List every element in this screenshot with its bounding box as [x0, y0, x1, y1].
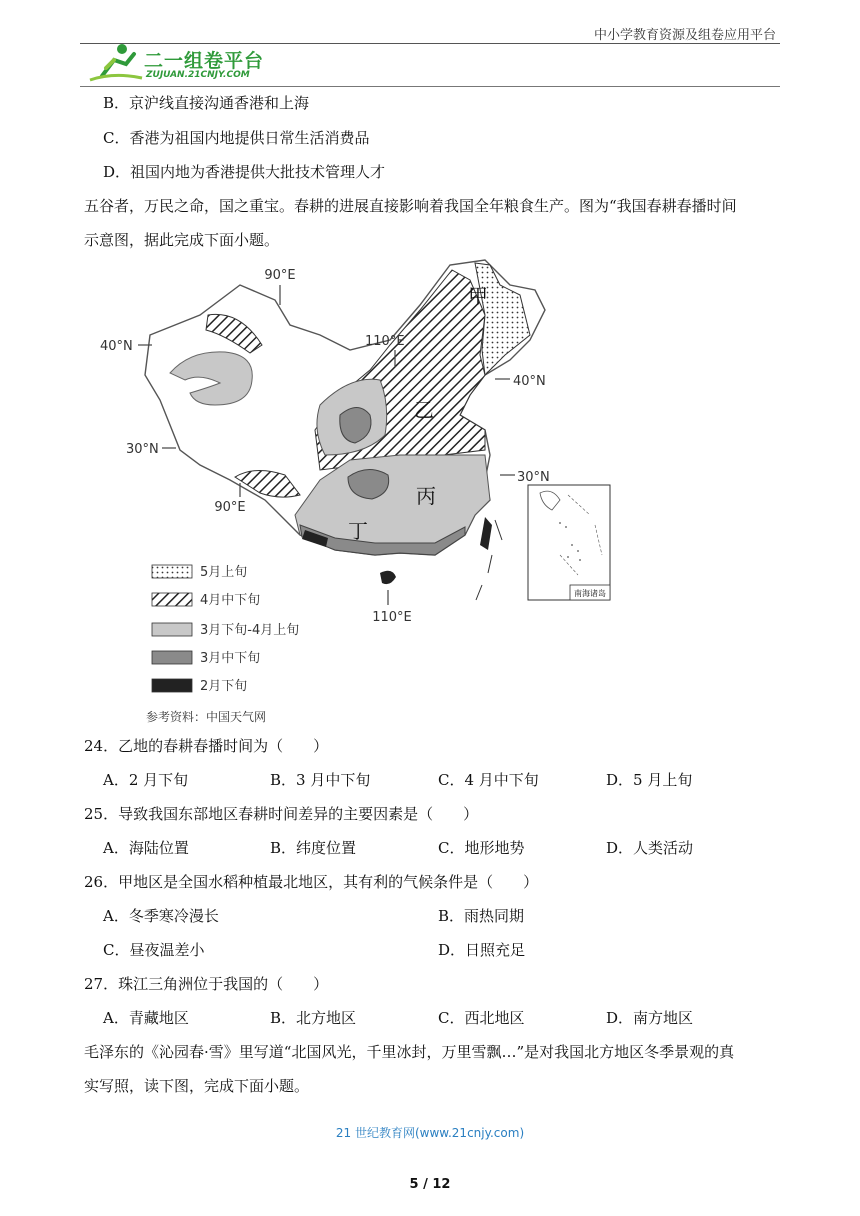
question-24-option-a: A．2 月下旬 — [103, 771, 189, 789]
option-b: B．京沪线直接沟通香港和上海 — [103, 94, 310, 112]
logo-subtext: ZUJUAN.21CNJY.COM — [146, 70, 250, 80]
option-c: C．香港为祖国内地提供日常生活消费品 — [103, 129, 370, 147]
question-25-stem: 25．导致我国东部地区春耕时间差异的主要因素是（ ） — [84, 805, 479, 823]
question-25-option-a: A．海陆位置 — [103, 839, 189, 857]
region-label-yi: 乙 — [414, 398, 434, 422]
south-china-sea-inset — [528, 485, 610, 600]
question-25-option-c: C．地形地势 — [438, 839, 525, 857]
question-27-option-d: D．南方地区 — [606, 1009, 694, 1027]
map-legend — [152, 565, 299, 694]
question-26-option-a: A．冬季寒冷漫长 — [103, 907, 219, 925]
question-27-option-c: C．西北地区 — [438, 1009, 525, 1027]
lat-40-left-label: 40°N — [100, 339, 133, 354]
logo-text: 二一组卷平台 — [144, 50, 265, 72]
question-26-option-b: B．雨热同期 — [438, 907, 525, 925]
intro2-paragraph-line1: 毛泽东的《沁园春·雪》里写道“北国风光，千里冰封，万里雪飘…”是对我国北方地区冬季景观的真 — [84, 1043, 735, 1061]
page-number: 5 / 12 — [409, 1177, 451, 1192]
question-27-option-a: A．青藏地区 — [103, 1009, 189, 1027]
question-25-option-d: D．人类活动 — [606, 839, 694, 857]
region-label-bing: 丙 — [416, 484, 436, 508]
lon-90-top-label: 90°E — [264, 268, 296, 283]
legend-item-1: 5月上旬 — [200, 565, 248, 580]
intro2-paragraph-line2: 实写照，读下图，完成下面小题。 — [84, 1077, 310, 1095]
legend-item-4: 3月中下旬 — [200, 651, 261, 666]
question-24-option-b: B．3 月中下旬 — [270, 771, 371, 789]
lat-30-left-label: 30°N — [126, 442, 159, 457]
question-26-stem: 26．甲地区是全国水稻种植最北地区，其有利的气候条件是（ ） — [84, 873, 539, 891]
intro-paragraph-line1: 五谷者，万民之命，国之重宝。春耕的进展直接影响着我国全年粮食生产。图为“我国春耕春播时间 — [84, 197, 737, 215]
question-25-option-b: B．纬度位置 — [270, 839, 357, 857]
lat-30-right-label: 30°N — [517, 470, 550, 485]
question-27-option-b: B．北方地区 — [270, 1009, 357, 1027]
question-26-option-d: D．日照充足 — [438, 941, 526, 959]
question-24-stem: 24．乙地的春耕春播时间为（ ） — [84, 737, 329, 755]
spring-sowing-map — [90, 255, 630, 730]
header-divider-lower — [80, 86, 780, 87]
legend-item-5: 2月下旬 — [200, 679, 248, 694]
lon-90-bottom-label: 90°E — [214, 500, 246, 515]
question-27-stem: 27．珠江三角洲位于我国的（ ） — [84, 975, 329, 993]
option-d: D．祖国内地为香港提供大批技术管理人才 — [103, 163, 386, 181]
footer-site-link[interactable]: 21 世纪教育网(www.21cnjy.com) — [335, 1126, 525, 1140]
lat-40-right-label: 40°N — [513, 374, 546, 389]
lon-110-bottom-label: 110°E — [372, 610, 412, 625]
intro-paragraph-line2: 示意图，据此完成下面小题。 — [84, 231, 280, 249]
question-26-option-c: C．昼夜温差小 — [103, 941, 205, 959]
question-24-option-c: C．4 月中下旬 — [438, 771, 539, 789]
region-label-ding: 丁 — [348, 519, 368, 543]
question-24-option-d: D．5 月上旬 — [606, 771, 693, 789]
inset-label: 南海诸岛 — [574, 589, 606, 598]
legend-item-2: 4月中下旬 — [200, 593, 261, 608]
region-label-jia: 甲 — [468, 284, 488, 308]
map-source: 参考资料：中国天气网 — [146, 710, 267, 724]
legend-item-3: 3月下旬-4月上旬 — [200, 623, 300, 638]
platform-title: 中小学教育资源及组卷应用平台 — [593, 28, 776, 43]
lon-110-top-label: 110°E — [365, 334, 405, 349]
